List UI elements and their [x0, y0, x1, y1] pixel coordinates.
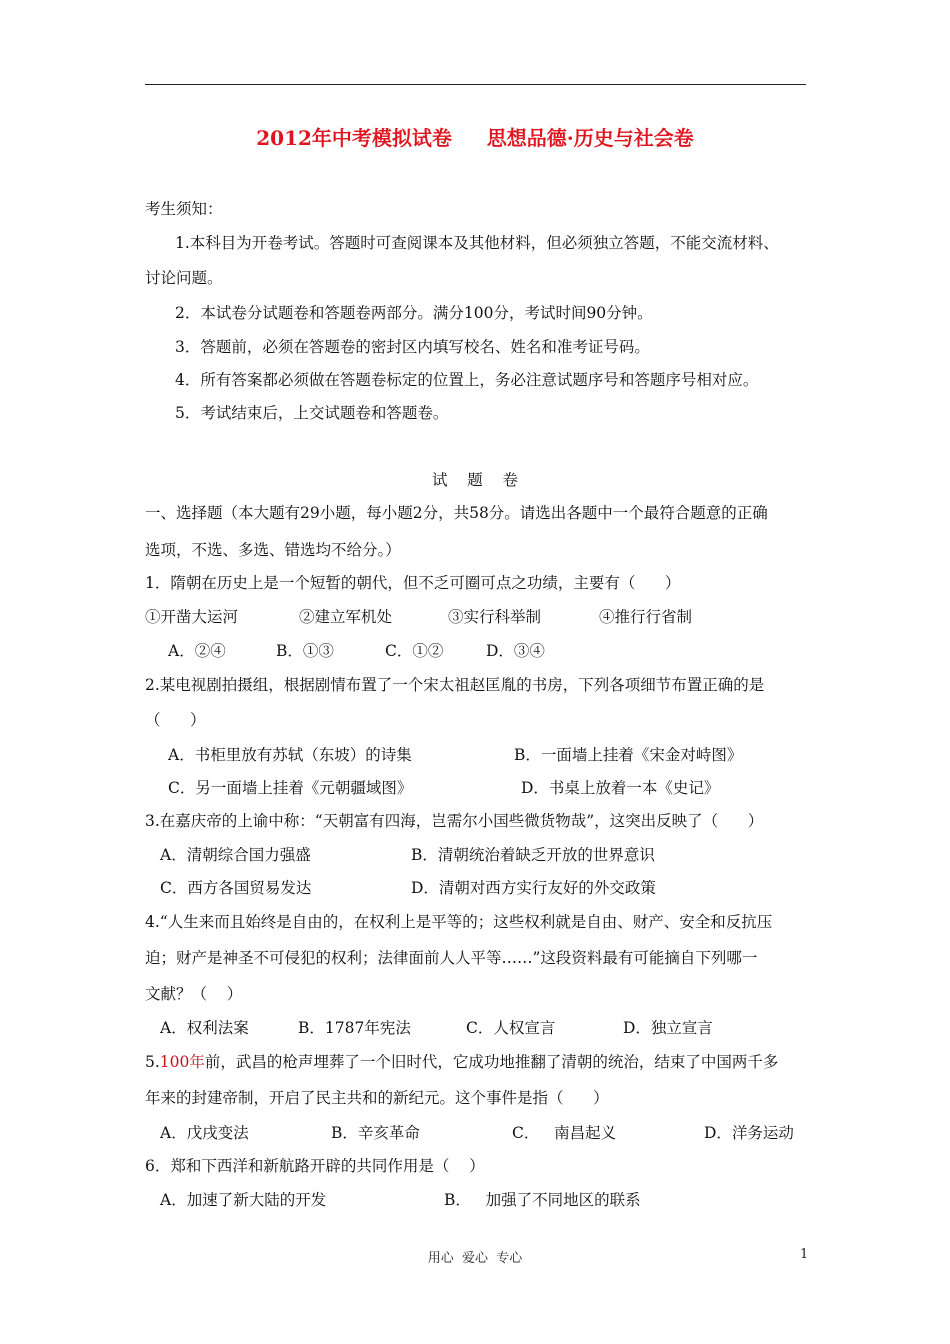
question-6-option-b: B． 加强了不同地区的联系: [444, 1191, 641, 1209]
question-5-option-d: D．洋务运动: [704, 1124, 794, 1142]
notice-item-4: 4．所有答案都必须做在答题卷标定的位置上，务必注意试题序号和答题序号相对应。: [175, 371, 759, 389]
notice-item-5: 5．考试结束后，上交试题卷和答题卷。: [175, 404, 449, 422]
question-1-option-a: A．②④: [168, 642, 226, 660]
page-footer: 用心 爱心 专心: [427, 1251, 523, 1266]
question-1-stem: 1．隋朝在历史上是一个短暂的朝代，但不乏可圈可点之功绩，主要有（ ）: [145, 574, 681, 592]
question-1-item: ①开凿大运河: [145, 608, 239, 626]
question-1-option-b: B．①③: [276, 642, 334, 660]
question-3-option-d: D．清朝对西方实行友好的外交政策: [411, 879, 656, 897]
question-5-stem-line-1: [145, 1052, 778, 1072]
question-3-option-a: A．清朝综合国力强盛: [160, 846, 311, 864]
section-title: 试 题 卷: [432, 471, 518, 489]
question-2-option-b: B．一面墙上挂着《宋金对峙图》: [514, 746, 743, 764]
question-5-highlight: 100年: [159, 1053, 205, 1071]
question-4-stem-line-1: 4.“人生来而且始终是自由的，在权利上是平等的；这些权利就是自由、财产、安全和反抗压: [145, 913, 773, 931]
question-2-option-d: D．书桌上放着一本《史记》: [521, 779, 720, 797]
question-5-option-b: B．辛亥革命: [331, 1124, 420, 1142]
question-2-answer-paren: （ ）: [145, 711, 206, 729]
notice-item-1-line-2: 讨论问题。: [145, 269, 223, 287]
question-2-option-c: C．另一面墙上挂着《元朝疆域图》: [168, 779, 413, 797]
question-5-option-c: C． 南昌起义: [512, 1124, 617, 1142]
question-2-option-a: A．书柜里放有苏轼（东坡）的诗集: [168, 746, 412, 764]
question-1-item: ②建立军机处: [299, 608, 393, 626]
page-title: 2012年中考模拟试卷 思想品德·历史与社会卷: [256, 126, 694, 150]
question-1-item: ③实行科举制: [448, 608, 542, 626]
question-5-stem-line-2: 年来的封建帝制，开启了民主共和的新纪元。这个事件是指（ ）: [145, 1089, 609, 1107]
question-3-option-b: B．清朝统治着缺乏开放的世界意识: [411, 846, 655, 864]
question-4-option-d: D．独立宣言: [623, 1019, 713, 1037]
notice-heading: 考生须知：: [145, 200, 223, 218]
notice-item-3: 3．答题前，必须在答题卷的密封区内填写校名、姓名和准考证号码。: [175, 338, 650, 356]
section-instructions-line-1: 一、选择题（本大题有29小题，每小题2分，共58分。请选出各题中一个最符合题意的正确: [145, 504, 768, 522]
question-1-option-d: D．③④: [486, 642, 545, 660]
question-1-item: ④推行行省制: [599, 608, 693, 626]
question-6-option-a: A．加速了新大陆的开发: [160, 1191, 327, 1209]
question-6-stem: 6．郑和下西洋和新航路开辟的共同作用是（ ）: [145, 1157, 485, 1175]
notice-item-1-line-1: 1.本科目为开卷考试。答题时可查阅课本及其他材料，但必须独立答题，不能交流材料、: [175, 234, 779, 252]
question-4-option-a: A．权利法案: [160, 1019, 249, 1037]
header-rule: [145, 84, 806, 85]
section-instructions-line-2: 选项，不选、多选、错选均不给分。）: [145, 541, 401, 559]
question-4-option-c: C．人权宣言: [466, 1019, 556, 1037]
page-number: 1: [800, 1247, 809, 1262]
notice-item-2: 2．本试卷分试题卷和答题卷两部分。满分100分，考试时间90分钟。: [175, 304, 653, 322]
question-5-stem-text: 前，武昌的枪声埋葬了一个旧时代，它成功地推翻了清朝的统治，结束了中国两千多: [204, 1053, 779, 1071]
question-3-stem: 3.在嘉庆帝的上谕中称：“天朝富有四海，岂需尔小国些微货物哉”，这突出反映了（ ）: [145, 812, 764, 830]
question-5-option-a: A．戊戌变法: [160, 1124, 249, 1142]
question-1-option-c: C．①②: [385, 642, 444, 660]
question-4-stem-line-2: 迫；财产是神圣不可侵犯的权利；法律面前人人平等……”这段资料最有可能摘自下列哪一: [145, 949, 758, 967]
question-4-stem-line-3: 文献？（ ）: [145, 985, 243, 1003]
question-5-number: 5.: [145, 1053, 160, 1071]
question-4-option-b: B．1787年宪法: [298, 1019, 411, 1037]
question-3-option-c: C．西方各国贸易发达: [160, 879, 312, 897]
question-2-stem: 2.某电视剧拍摄组，根据剧情布置了一个宋太祖赵匡胤的书房，下列各项细节布置正确的是: [145, 676, 765, 694]
